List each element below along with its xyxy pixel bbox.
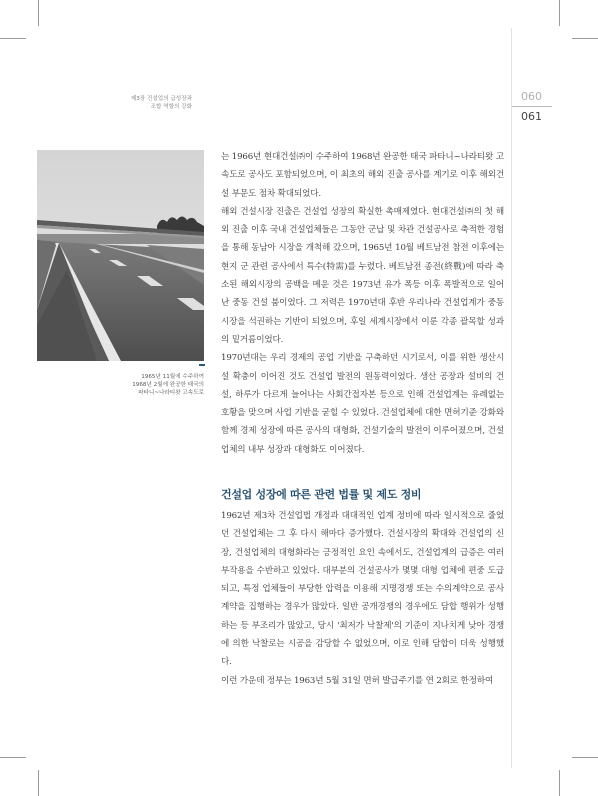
body-paragraph: 1970년대는 우리 경제의 공업 기반을 구축하던 시기로서, 이를 위한 생산시설 확충이 이어진 것도 건설업 발전의 원동력이었다. 생산 공장과 설비의 건설, 하루가 다르게 늘어나는 사회간접자본 등으로 인해 건설업계는 유례없는 호황을 맞으며 사업 기반을 굳힐 수 있었다. 건설업체에 대한 면허기준 강화와 함께 경제 성장에 따른 공사의 대형화, 건설기술의 발전이 이루어졌으며, 건설업체의 내부 성장과 대형화도 이어졌다. [221, 353, 504, 455]
caption-line: 1965년 11월에 수주하여 [141, 374, 204, 380]
highway-photo [37, 150, 204, 361]
body-paragraph: 이런 가운데 정부는 1963년 5월 31일 면허 발급주기를 연 2회로 한정하여 [221, 675, 494, 686]
crop-mark [559, 770, 560, 796]
crop-mark [572, 757, 598, 758]
crop-mark [38, 770, 39, 796]
crop-mark [0, 757, 26, 758]
crop-mark [572, 38, 598, 39]
body-text-upper [221, 148, 504, 459]
body-paragraph: 는 1966년 현대건설㈜이 수주하여 1968년 완공한 태국 파타니~나라티왓 고속도로 공사도 포함되었으며, 이 최초의 해외 진출 공사를 계기로 이후 해외건설 부문도 점차 확대되었다. [221, 152, 504, 199]
page-number-previous: 060 [521, 90, 542, 103]
section-heading: 건설업 성장에 따른 관련 법률 및 제도 정비 [221, 488, 422, 501]
folio-divider [512, 106, 552, 107]
running-head-line: 조합 역할의 강화 [150, 104, 192, 110]
caption-line: 파타니~나라티왓 고속도로 [138, 390, 204, 397]
crop-mark [559, 0, 560, 26]
photo-caption [120, 373, 204, 398]
crop-mark [38, 0, 39, 26]
page-number-current: 061 [521, 110, 542, 123]
caption-marker [199, 364, 205, 366]
running-head-line: 제3장 건설업의 급성장과 [130, 96, 192, 102]
body-text-lower [221, 507, 504, 690]
running-head [112, 95, 192, 111]
page-edge-rule [511, 28, 512, 768]
crop-mark [0, 38, 26, 39]
body-paragraph: 1962년 제3차 건설업법 개정과 대대적인 업계 정비에 따라 일시적으로 줄었던 건설업체는 그 후 다시 해마다 증가했다. 건설시장의 확대와 건설업의 신장, 건설업체의 대형화라는 긍정적인 요인 속에서도, 건설업계의 급증은 여러 부작용을 수반하고 있었다. 대부분의 건설공사가 몇몇 대형 업체에 편중 도급되고, 특정 업체들이 부당한 압력을 이용해 지명경쟁 또는 수의계약으로 공사 계약을 집행하는 경우가 많았다. 일반 공개경쟁의 경우에도 담합 행위가 성행하는 등 부조리가 많았고, 당시 '최저가 낙찰제'의 기준이 지나치게 낮아 경쟁에 의한 낙찰로는 시공을 감당할 수 없었으며, 이로 인해 담합이 더욱 성행했다. [221, 511, 504, 668]
body-paragraph: 해외 건설시장 진출은 건설업 성장의 확실한 촉매제였다. 현대건설㈜의 첫 해외 진출 이후 국내 건설업체들은 그동안 군납 및 차관 건설공사로 축적한 경험을 통해 동남아 시장을 개척해 갔으며, 1965년 10월 베트남전 참전 이후에는 현지 군 관련 공사에서 특수(特需)를 누렸다. 베트남전 종전(終戰)에 따라 축소된 해외시장의 공백을 메운 것은 1973년 유가 폭등 이후 폭발적으로 일어난 중동 건설 붐이었다. 그 저력은 1970년대 후반 우리나라 건설업계가 중동시장을 석권하는 기반이 되었으며, 후일 세계시장에서 이룬 각종 괄목할 성과의 밑거름이었다. [221, 206, 504, 345]
caption-line: 1968년 2월에 완공한 태국의 [132, 382, 204, 389]
